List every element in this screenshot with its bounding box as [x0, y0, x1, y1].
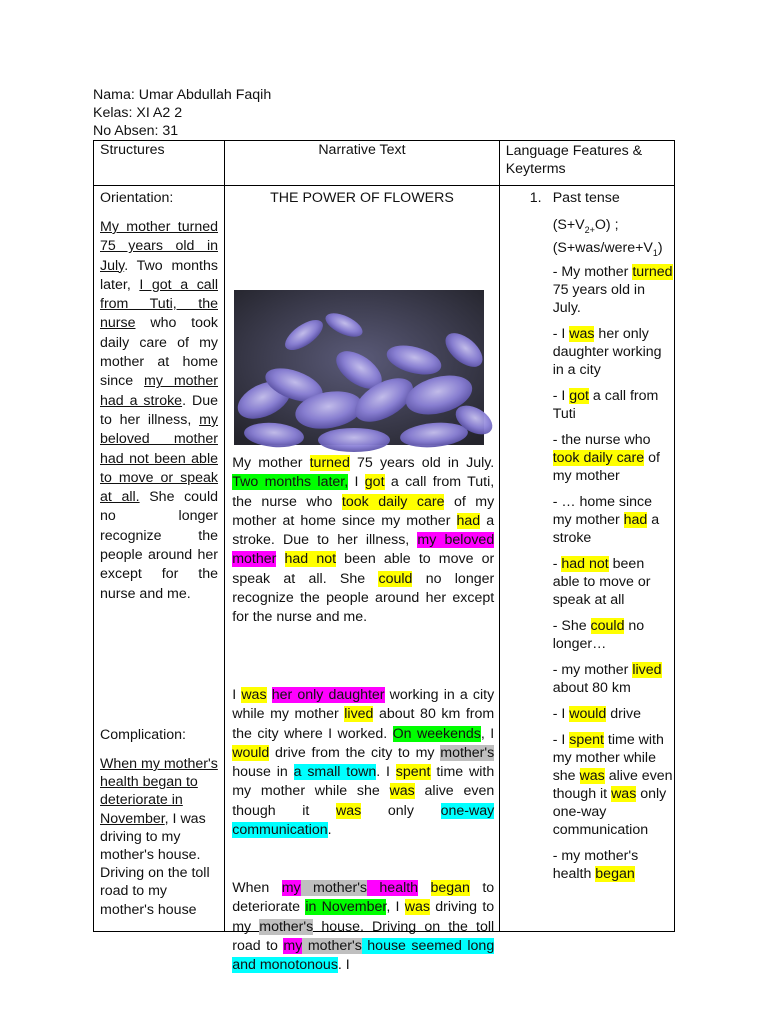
header-structures-label: Structures — [100, 142, 165, 158]
example-run-highlight: could — [590, 618, 625, 634]
p1-run-text: My mother — [232, 455, 310, 471]
list-number-1: 1. — [529, 190, 542, 206]
p2-run-highlight: lived — [344, 706, 374, 723]
feature-example-item — [553, 661, 675, 697]
example-run-text: - I — [552, 706, 570, 722]
p2-run-text: alive even though it — [232, 783, 495, 819]
table-body-row — [94, 186, 675, 932]
narrative-paragraph-1 — [232, 454, 494, 628]
purple-flowers-photo — [234, 290, 484, 445]
formula-2-end: ) — [657, 239, 663, 256]
example-run-highlight: spent — [569, 732, 604, 748]
orientation-label: Orientation: — [100, 190, 174, 206]
example-run-text: no longer… — [552, 618, 645, 652]
p1-run-highlight: got — [364, 474, 385, 491]
structures-cell — [94, 186, 225, 932]
p1-run-text — [276, 551, 284, 567]
complication-label: Complication: — [100, 727, 186, 743]
example-run-highlight: began — [595, 866, 635, 882]
feature-example-item — [553, 325, 675, 379]
p1-run-highlight: my beloved mother — [232, 532, 495, 568]
p1-run-highlight: took daily care — [341, 493, 445, 510]
orientation-text-3: . Due to her illness, — [100, 392, 218, 428]
feature-example-item — [553, 263, 675, 317]
p3-run-highlight: began — [430, 880, 470, 896]
orientation-underline-3: my mother had a stroke — [100, 373, 219, 409]
feature-examples-list — [553, 263, 675, 891]
orientation-text-4: She could no longer recognize the people around her except for the nurse and me. — [100, 489, 218, 602]
example-run-highlight: lived — [632, 662, 662, 678]
p2-run-highlight: On weekends — [392, 725, 481, 742]
formula-2-sub: 1 — [652, 247, 658, 258]
header-features-label: Language Features & Keyterms — [505, 143, 643, 177]
example-run-text: drive — [606, 706, 642, 722]
p3-run-text: driving to my — [232, 899, 495, 935]
example-run-text: been able to move or speak at all — [552, 556, 651, 608]
feature-example-item — [553, 431, 675, 485]
p1-run-highlight: Two months later, — [232, 474, 349, 491]
p1-run-highlight: could — [378, 570, 413, 587]
example-run-text: only one-way communication — [552, 786, 667, 838]
example-run-text: a stroke — [552, 512, 660, 546]
p3-run-highlight: mother's — [259, 918, 314, 935]
feature-example-item — [553, 387, 675, 423]
formula-1-start: (S+V — [552, 217, 585, 233]
analysis-table — [93, 140, 675, 974]
p3-run-text: to deteriorate — [232, 880, 495, 916]
header-narrative — [225, 141, 499, 186]
table-header-row — [94, 141, 675, 186]
example-run-text: - I — [552, 732, 570, 748]
example-run-text: alive even though it — [552, 768, 673, 802]
p1-run-text: a call from Tuti, the nurse who — [232, 474, 495, 510]
p3-run-highlight: house seemed long and monotonous — [232, 937, 495, 974]
p2-run-text: . I — [376, 764, 396, 781]
example-run-highlight: turned — [632, 264, 673, 280]
example-run-text: time with my mother while she — [552, 732, 664, 784]
flowers-image — [234, 290, 484, 445]
p3-run-text — [418, 880, 430, 896]
example-run-text: her only daughter working in a city — [552, 326, 662, 378]
example-run-text: - my mother's health — [552, 848, 639, 882]
p1-run-text: I — [348, 474, 365, 491]
example-run-highlight: was — [611, 786, 637, 802]
example-run-text: of my mother — [552, 450, 660, 484]
p2-run-text: . — [327, 822, 332, 839]
p3-run-text: , I — [386, 899, 405, 916]
example-run-highlight: had not — [561, 556, 609, 572]
complication-underline-1: When my mother's health began to deteriorate in November — [100, 756, 218, 827]
example-run-text: about 80 km — [552, 680, 631, 696]
features-cell — [499, 186, 674, 932]
p3-run-highlight: my — [283, 937, 303, 954]
p2-run-highlight: one-way communication — [232, 802, 495, 839]
p1-run-text: no longer recognize the people around her except for the nurse and me. — [232, 570, 495, 626]
formula-2-start: (S+was/were+V — [552, 239, 653, 256]
p2-run-highlight: a small town — [293, 764, 377, 781]
example-run-highlight: got — [569, 388, 589, 404]
header-structures — [94, 141, 225, 186]
p1-run-highlight: turned — [309, 455, 350, 471]
p3-run-highlight: in November — [305, 899, 387, 916]
p3-run-highlight: my — [281, 880, 301, 896]
example-run-highlight: had — [623, 512, 648, 528]
narrative-paragraph-3 — [232, 879, 494, 975]
p1-run-text: 75 years old in July. — [349, 455, 495, 471]
p2-run-highlight: was — [241, 687, 267, 703]
example-run-highlight: was — [569, 326, 595, 342]
example-run-text: - She — [552, 618, 591, 634]
student-absen: No Absen: 31 — [93, 123, 179, 139]
p2-run-text: only — [361, 802, 441, 819]
formula-1-end: O) ; — [594, 217, 619, 233]
p1-run-text: been able to move or speak at all. She — [232, 551, 495, 587]
p3-run-text: house. Driving on the toll road to — [232, 918, 495, 954]
student-class: Kelas: XI A2 2 — [93, 105, 183, 121]
feature-example-item — [553, 617, 675, 653]
p2-run-highlight: was — [336, 802, 362, 819]
p3-run-highlight: mother's — [300, 880, 367, 896]
p2-run-highlight: spent — [395, 764, 431, 781]
p1-run-text: a stroke. Due to her illness, — [232, 512, 495, 549]
p2-run-text — [267, 687, 272, 703]
feature-example-item — [553, 731, 675, 839]
complication-text-1: , I was driving to my mother's house. Driving on the toll road to my mother's house — [100, 810, 210, 918]
example-run-text: a call from Tuti — [552, 388, 659, 422]
example-run-text: - I — [552, 388, 570, 404]
p2-run-text: time with my mother while she — [232, 764, 495, 800]
p1-run-text: of my mother at home since my mother — [232, 493, 495, 529]
p2-run-text: house in — [232, 764, 294, 781]
example-run-highlight: took daily care — [552, 450, 645, 466]
p2-run-text: working in a city while my mother — [232, 687, 495, 723]
feature-example-item — [553, 555, 675, 609]
example-run-text: - My mother — [552, 264, 633, 280]
example-run-text: 75 years old in July. — [552, 282, 645, 316]
header-features — [499, 141, 674, 186]
p2-run-text: drive from the city to my — [269, 744, 441, 761]
orientation-underline-4: my beloved mother had not been able to move or speak at all. — [100, 411, 218, 506]
complication-text — [100, 755, 220, 919]
orientation-text-2: who took daily care of my mother at home since — [100, 315, 218, 390]
orientation-underline-2: I got a call from Tuti, the nurse — [100, 276, 218, 332]
p3-run-highlight: was — [404, 899, 430, 916]
past-tense-heading: Past tense — [552, 190, 620, 206]
example-run-text: - my mother — [552, 662, 633, 678]
narrative-cell — [225, 186, 499, 974]
example-run-text: - I — [552, 326, 570, 342]
header-narrative-label: Narrative Text — [318, 142, 406, 158]
formula-1-sub: 2+ — [584, 224, 595, 235]
example-run-highlight: was — [579, 768, 605, 784]
story-title: THE POWER OF FLOWERS — [270, 190, 454, 206]
narrative-paragraph-2 — [232, 686, 494, 840]
orientation-underline-1: My mother turned 75 years old in July — [100, 219, 218, 274]
p1-run-highlight: had — [456, 512, 481, 529]
orientation-text-1: . Two months later, — [100, 257, 218, 293]
p2-run-highlight: mother's — [440, 744, 495, 761]
p2-run-text: about 80 km from the city where I worked. — [232, 706, 495, 742]
example-run-text: - … home since my mother — [552, 494, 653, 528]
p1-run-highlight: had not — [284, 551, 337, 568]
example-run-highlight: would — [569, 706, 607, 722]
past-tense-formula — [553, 216, 673, 262]
example-run-text: - — [552, 556, 562, 572]
student-name: Nama: Umar Abdullah Faqih — [93, 87, 272, 103]
p2-run-highlight: was — [389, 783, 415, 800]
p2-run-highlight: would — [232, 744, 270, 761]
p3-run-highlight: health — [367, 880, 419, 896]
feature-example-item — [553, 705, 675, 723]
p2-run-text: I — [232, 687, 242, 703]
orientation-text — [100, 218, 218, 604]
example-run-text: - the nurse who — [552, 432, 651, 448]
feature-example-item — [553, 847, 675, 883]
p3-run-highlight: mother's — [302, 937, 362, 954]
feature-example-item — [553, 493, 675, 547]
p3-run-text: When — [232, 880, 282, 896]
p2-run-highlight: her only daughter — [271, 687, 385, 703]
p3-run-text: . I — [337, 957, 350, 974]
p2-run-text: , I — [480, 725, 495, 742]
